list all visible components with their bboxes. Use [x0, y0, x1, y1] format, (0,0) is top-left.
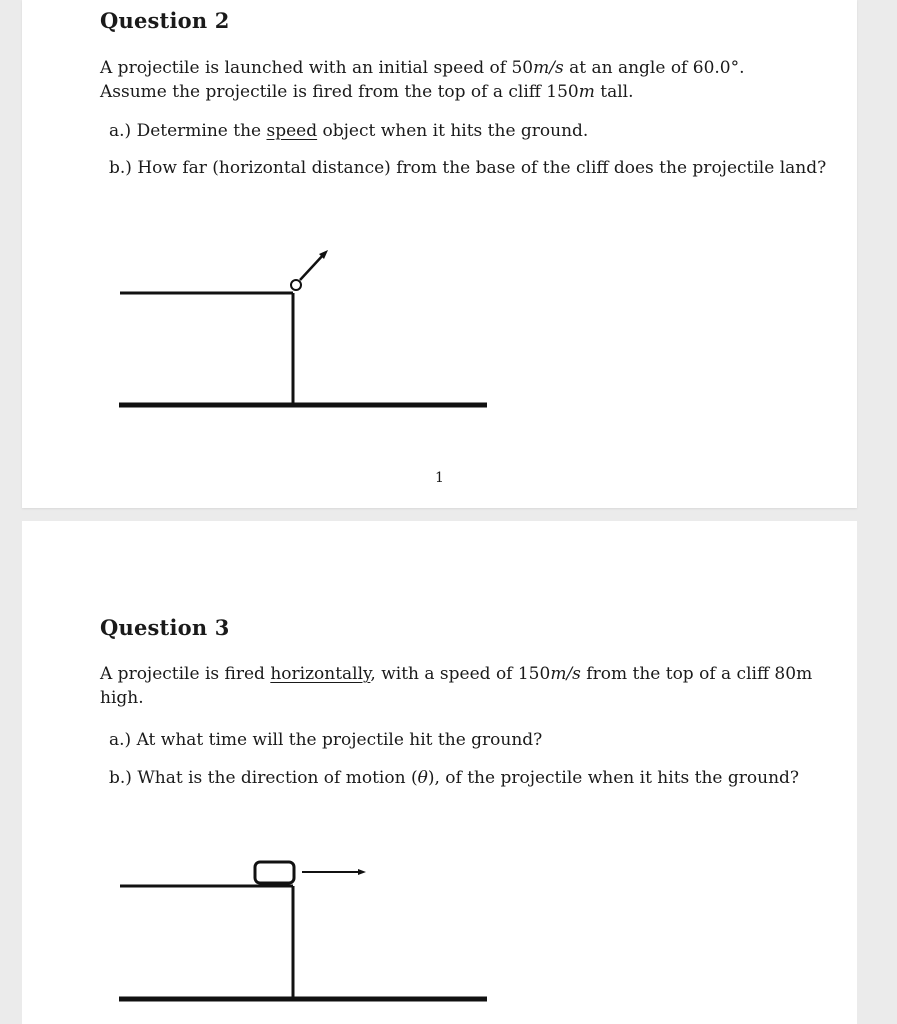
question-2-title: Question 2	[100, 8, 230, 33]
document-page-2	[22, 521, 857, 1024]
unit-speed: m/s	[550, 664, 581, 684]
question-3-part-b: b.) What is the direction of motion (θ), of the projectile when it hits the ground?	[109, 768, 800, 788]
unit-height: m	[578, 82, 595, 102]
question-3-statement: A projectile is fired horizontally, with a speed of 150m/s from the top of a cliff 80m high.	[100, 664, 813, 708]
cliff-launch-diagram	[22, 0, 857, 508]
underlined-speed: speed	[266, 121, 318, 141]
arrow-head	[358, 869, 366, 875]
question-2-part-a: a.) Determine the speed object when it hits the ground.	[109, 121, 589, 141]
question-3-title: Question 3	[100, 615, 230, 640]
projectile-ball	[291, 280, 301, 290]
launch-velocity-arrow	[300, 254, 324, 280]
underlined-horizontally: horizontally	[270, 664, 371, 684]
document-page-1	[22, 0, 857, 508]
page-number: 1	[435, 470, 444, 486]
theta-symbol: θ	[417, 768, 428, 788]
question-3-part-a: a.) At what time will the projectile hit the ground?	[109, 730, 543, 750]
question-2-part-b: b.) How far (horizontal distance) from the base of the cliff does the projectile land?	[109, 158, 827, 178]
unit-speed: m/s	[533, 58, 564, 78]
cliff-horizontal-diagram	[22, 521, 857, 1024]
question-2-statement: A projectile is launched with an initial speed of 50m/s at an angle of 60.0°. Assume the projectile is fired from the top of a cliff 150m tall.	[100, 58, 745, 102]
projectile-box	[255, 862, 294, 883]
